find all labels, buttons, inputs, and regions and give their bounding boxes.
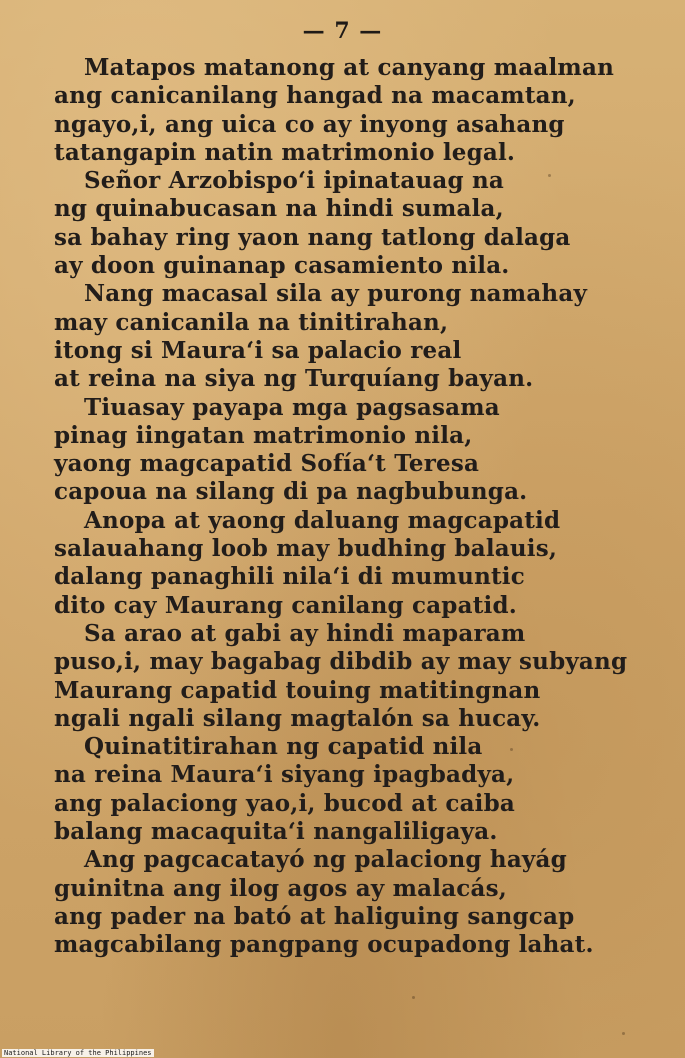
poem-line: Nang macasal sila ay purong namahay xyxy=(84,280,588,308)
poem-line: Anopa at yaong daluang magcapatid xyxy=(84,506,561,534)
poem-line: may canicanila na tinitirahan, xyxy=(54,308,449,336)
paper-speck xyxy=(622,1032,625,1035)
poem-line: ngali ngali silang magtalón sa hucay. xyxy=(54,704,541,732)
stanza-3 xyxy=(54,280,654,393)
poem-line: tatangapin natin matrimonio legal. xyxy=(54,138,516,166)
poem-line: puso,i, may bagabag dibdib ay may subyang xyxy=(54,648,628,676)
paper-speck xyxy=(412,996,415,999)
poem-line: ay doon guinanap casamiento nila. xyxy=(54,252,510,280)
poem-line: ng quinabucasan na hindi sumala, xyxy=(54,195,504,223)
page-number: — 7 — xyxy=(302,18,383,44)
stanza-1 xyxy=(54,54,654,167)
poem-line: Quinatitirahan ng capatid nila xyxy=(84,733,483,761)
poem-line: guinitna ang ilog agos ay malacás, xyxy=(54,874,507,902)
poem-line: Señor Arzobispo‘i ipinatauag na xyxy=(84,167,504,195)
poem-line: itong si Maura‘i sa palacio real xyxy=(54,336,462,364)
poem-line: Maurang capatid touing matitingnan xyxy=(54,676,541,704)
poem-line: ang pader na bató at haliguing sangcap xyxy=(54,902,575,930)
poem-line: Matapos matanong at canyang maalman xyxy=(84,54,614,81)
poem-line: sa bahay ring yaon nang tatlong dalaga xyxy=(54,223,571,251)
poem-line: pinag iingatan matrimonio nila, xyxy=(54,421,473,449)
poem-line: salauahang loob may budhing balauis, xyxy=(54,535,558,563)
poem-line: magcabilang pangpang ocupadong lahat. xyxy=(54,931,594,959)
poem-line: Sa arao at gabi ay hindi maparam xyxy=(84,619,526,647)
poem-line: ang canicanilang hangad na macamtan, xyxy=(54,82,576,110)
poem-body xyxy=(54,54,654,960)
poem-line: Ang pagcacatayó ng palaciong hayág xyxy=(84,846,567,874)
stanza-5 xyxy=(54,507,654,620)
stanza-4 xyxy=(54,394,654,507)
poem-line: na reina Maura‘i siyang ipagbadya, xyxy=(54,761,515,789)
poem-line: balang macaquita‘i nangaliligaya. xyxy=(54,818,498,846)
poem-line: yaong magcapatid Sofía‘t Teresa xyxy=(54,450,480,478)
poem-line: at reina na siya ng Turquíang bayan. xyxy=(54,365,534,393)
poem-line: dito cay Maurang canilang capatid. xyxy=(54,591,517,619)
poem-line: capoua na silang di pa nagbubunga. xyxy=(54,478,528,506)
paper-speck xyxy=(548,174,551,177)
stanza-2 xyxy=(54,167,654,280)
stanza-7 xyxy=(54,733,654,846)
poem-line: dalang panaghili nila‘i di mumuntic xyxy=(54,563,525,591)
library-credit: National Library of the Philippines xyxy=(4,1049,152,1057)
poem-line: Tiuasay payapa mga pagsasama xyxy=(84,393,500,421)
stanza-8 xyxy=(54,846,654,959)
stanza-6 xyxy=(54,620,654,733)
paper-speck xyxy=(510,748,513,751)
poem-line: ang palaciong yao,i, bucod at caiba xyxy=(54,789,516,817)
poem-line: ngayo,i, ang uica co ay inyong asahang xyxy=(54,110,565,138)
